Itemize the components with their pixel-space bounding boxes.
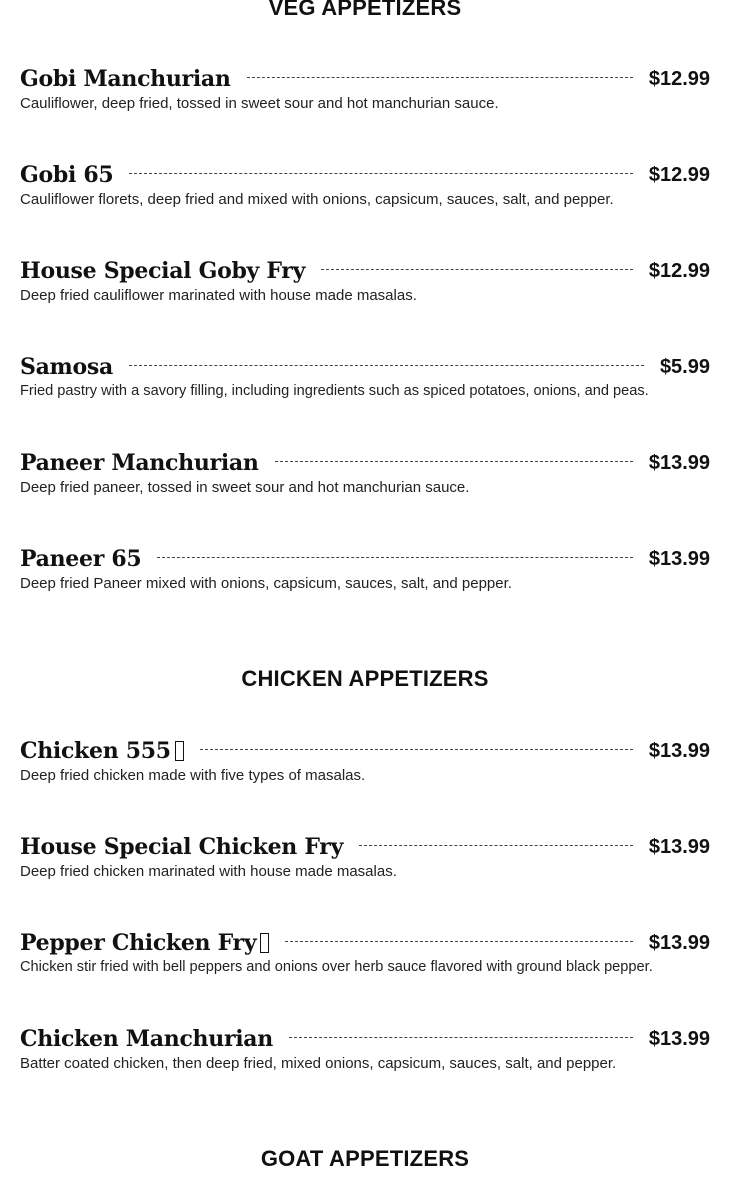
item-price: $13.99	[648, 835, 710, 858]
item-name: Gobi 65	[20, 162, 114, 188]
menu-item	[20, 928, 710, 988]
section-title-veg: VEG APPETIZERS	[268, 0, 462, 20]
item-price: $5.99	[659, 355, 710, 378]
menu-item	[20, 544, 710, 604]
item-description: Fried pastry with a savory filling, including ingredients such as spiced potatoes, onions, and peas.	[20, 383, 649, 399]
dotted-leader	[275, 461, 633, 462]
dotted-leader	[285, 941, 633, 942]
section-title-goat: GOAT APPETIZERS	[260, 1146, 470, 1171]
item-description: Cauliflower florets, deep fried and mixed with onions, capsicum, sauces, salt, and pepper.	[20, 191, 614, 208]
menu-item	[20, 64, 710, 124]
item-description: Deep fried chicken made with five types of masalas.	[20, 767, 366, 784]
item-name: Pepper Chicken Fry	[20, 930, 257, 956]
item-name: House Special Chicken Fry	[20, 834, 344, 860]
dotted-leader	[247, 77, 633, 78]
item-description: Cauliflower, deep fried, tossed in sweet sour and hot manchurian sauce.	[20, 95, 499, 112]
menu-item	[20, 256, 710, 316]
item-description: Deep fried cauliflower marinated with house made masalas.	[20, 287, 417, 304]
dotted-leader	[157, 557, 632, 558]
item-price: $12.99	[648, 67, 710, 90]
item-price: $13.99	[648, 931, 710, 954]
item-description: Chicken stir fried with bell peppers and onions over herb sauce flavored with ground black pepper.	[20, 959, 653, 975]
item-name: Samosa	[20, 354, 113, 380]
dotted-leader	[289, 1037, 633, 1038]
item-description: Deep fried Paneer mixed with onions, capsicum, sauces, salt, and pepper.	[20, 575, 512, 592]
menu-item	[20, 448, 710, 508]
unknown-glyph-icon	[260, 933, 269, 953]
unknown-glyph-icon	[175, 741, 184, 761]
menu-item	[20, 736, 710, 796]
menu-item	[20, 160, 710, 220]
dotted-leader	[129, 365, 644, 366]
item-name: House Special Goby Fry	[20, 258, 306, 284]
item-name: Paneer Manchurian	[20, 450, 259, 476]
item-name: Chicken Manchurian	[20, 1026, 273, 1052]
item-price: $13.99	[648, 451, 710, 474]
item-description: Deep fried paneer, tossed in sweet sour and hot manchurian sauce.	[20, 479, 470, 496]
item-name: Gobi Manchurian	[20, 66, 231, 92]
item-description: Deep fried chicken marinated with house made masalas.	[20, 863, 397, 880]
section-title-chicken: CHICKEN APPETIZERS	[241, 666, 489, 691]
item-name: Chicken 555	[20, 738, 171, 764]
item-price: $12.99	[648, 259, 710, 282]
item-price: $13.99	[648, 547, 710, 570]
item-price: $13.99	[648, 739, 710, 762]
menu-item	[20, 832, 710, 892]
item-price: $13.99	[648, 1027, 710, 1050]
menu-item	[20, 352, 710, 412]
item-description: Batter coated chicken, then deep fried, mixed onions, capsicum, sauces, salt, and pepper.	[20, 1055, 617, 1072]
menu-item	[20, 1024, 710, 1084]
dotted-leader	[129, 173, 632, 174]
item-price: $12.99	[648, 163, 710, 186]
dotted-leader	[359, 845, 633, 846]
dotted-leader	[321, 269, 633, 270]
dotted-leader	[200, 749, 633, 750]
item-name: Paneer 65	[20, 546, 142, 572]
